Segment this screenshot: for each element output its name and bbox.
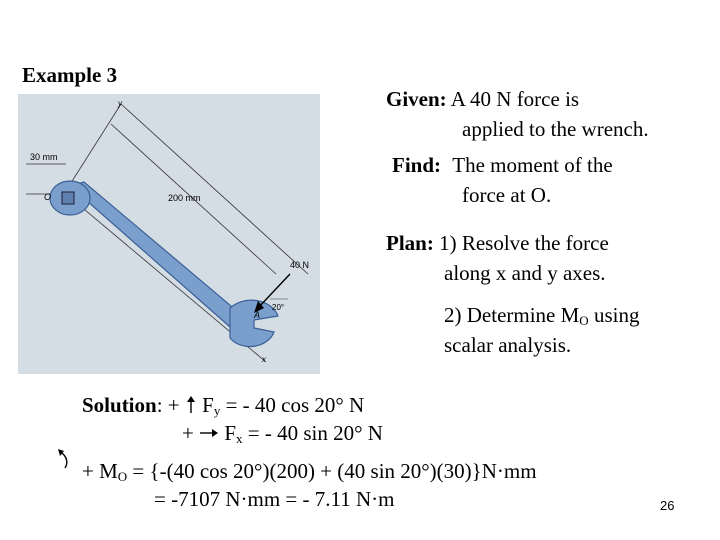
mo-plus: + M (82, 459, 118, 483)
plan-block (386, 228, 609, 258)
mo-equation: = {-(40 cos 20°)(200) + (40 sin 20°)(30)}N·mm (127, 459, 537, 483)
plan-2-line-2: scalar analysis. (444, 333, 572, 357)
mo-subscript: O (117, 469, 128, 484)
page-number: 26 (660, 498, 675, 513)
fx-f: F (219, 421, 237, 445)
solution-mo-line (82, 456, 537, 486)
solution-result: = -7107 N·mm = - 7.11 N·m (154, 487, 395, 511)
solution-fx-line (182, 418, 383, 448)
fy-f: F (196, 393, 214, 417)
bolt-square (62, 192, 74, 204)
find-line-2: force at O. (462, 183, 552, 207)
fy-equation: = - 40 cos 20° N (220, 393, 365, 417)
plan-2-text-b: using (588, 303, 640, 327)
fx-equation: = - 40 sin 20° N (242, 421, 383, 445)
counterclockwise-moment-icon (56, 446, 72, 470)
fx-subscript: x (236, 431, 243, 446)
plan-label: Plan: (386, 231, 434, 255)
label-a: A (254, 310, 261, 320)
figure-background (18, 94, 320, 374)
plan-1-line-2: along x and y axes. (444, 261, 606, 285)
solution-label: Solution (82, 393, 157, 417)
example-title: Example 3 (22, 63, 118, 87)
arrow-right-icon (199, 427, 219, 439)
plan-1-line-1: 1) Resolve the force (439, 231, 609, 255)
arrow-up-icon (185, 396, 197, 414)
fx-plus: + (182, 421, 200, 445)
given-label: Given: (386, 87, 447, 111)
find-label: Find: (392, 153, 442, 177)
fy-subscript: y (213, 403, 221, 418)
find-line-1: The moment of the (452, 153, 613, 177)
find-block (392, 150, 613, 180)
given-line-2: applied to the wrench. (462, 117, 649, 141)
solution-colon: : + (156, 393, 185, 417)
label-30mm: 30 mm (30, 152, 58, 162)
plan-2-text-a: 2) Determine M (444, 303, 580, 327)
label-angle: 20° (272, 303, 285, 312)
plan-2-subscript: O (579, 313, 589, 328)
wrench-figure (18, 94, 320, 374)
label-o: O (44, 192, 52, 202)
given-line-1: A 40 N force is (450, 87, 580, 111)
label-x: x (262, 355, 266, 364)
label-force: 40 N (290, 260, 310, 270)
label-y: y (118, 99, 122, 108)
solution-fy-line (82, 390, 364, 420)
given-block (386, 84, 579, 114)
label-200mm: 200 mm (168, 193, 201, 203)
plan-2-line-1 (444, 300, 639, 330)
